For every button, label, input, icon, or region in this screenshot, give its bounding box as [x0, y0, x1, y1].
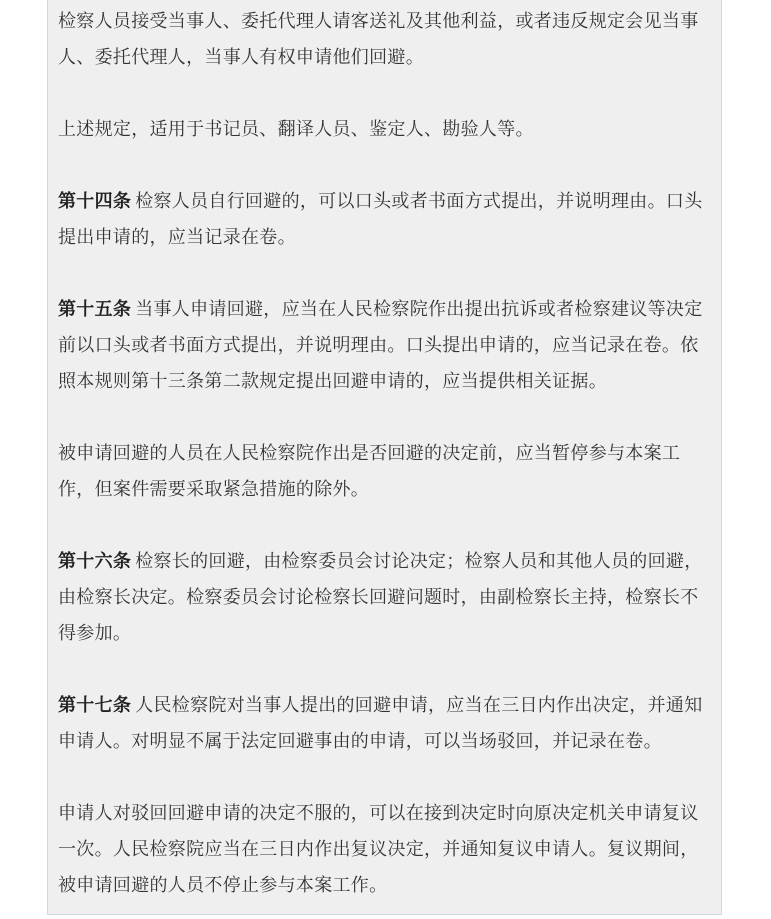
paragraph-5 [58, 436, 711, 508]
paragraph-article-14 [58, 184, 711, 256]
article-number: 第十五条 [58, 299, 132, 320]
paragraph-1 [58, 4, 711, 76]
paragraph-text: 人民检察院对当事人提出的回避申请，应当在三日内作出决定，并通知申请人。对明显不属于法定回避事由的申请，可以当场驳回，并记录在卷。 [58, 695, 703, 752]
paragraph-text: 申请人对驳回回避申请的决定不服的，可以在接到决定时向原决定机关申请复议一次。人民检察院应当在三日内作出复议决定，并通知复议申请人。复议期间，被申请回避的人员不停止参与本案工作。 [58, 803, 699, 896]
paragraph-8 [58, 796, 711, 904]
article-number: 第十四条 [58, 191, 132, 212]
article-number: 第十七条 [58, 695, 132, 716]
paragraph-article-16 [58, 544, 711, 652]
paragraph-article-17 [58, 688, 711, 760]
paragraph-text: 当事人申请回避，应当在人民检察院作出提出抗诉或者检察建议等决定前以口头或者书面方式提出，并说明理由。口头提出申请的，应当记录在卷。依照本规则第十三条第二款规定提出回避申请的，应当提供相关证据。 [58, 299, 703, 392]
paragraph-text: 被申请回避的人员在人民检察院作出是否回避的决定前，应当暂停参与本案工作，但案件需要采取紧急措施的除外。 [58, 443, 681, 500]
paragraph-text: 检察长的回避，由检察委员会讨论决定；检察人员和其他人员的回避，由检察长决定。检察委员会讨论检察长回避问题时，由副检察长主持，检察长不得参加。 [58, 551, 703, 644]
paragraph-2 [58, 112, 711, 148]
article-number: 第十六条 [58, 551, 132, 572]
document-panel [47, 0, 722, 915]
paragraph-text: 检察人员接受当事人、委托代理人请客送礼及其他利益，或者违反规定会见当事人、委托代理人，当事人有权申请他们回避。 [58, 11, 699, 68]
paragraph-article-15 [58, 292, 711, 400]
paragraph-text: 检察人员自行回避的，可以口头或者书面方式提出，并说明理由。口头提出申请的，应当记录在卷。 [58, 191, 703, 248]
paragraph-text: 上述规定，适用于书记员、翻译人员、鉴定人、勘验人等。 [58, 119, 534, 140]
